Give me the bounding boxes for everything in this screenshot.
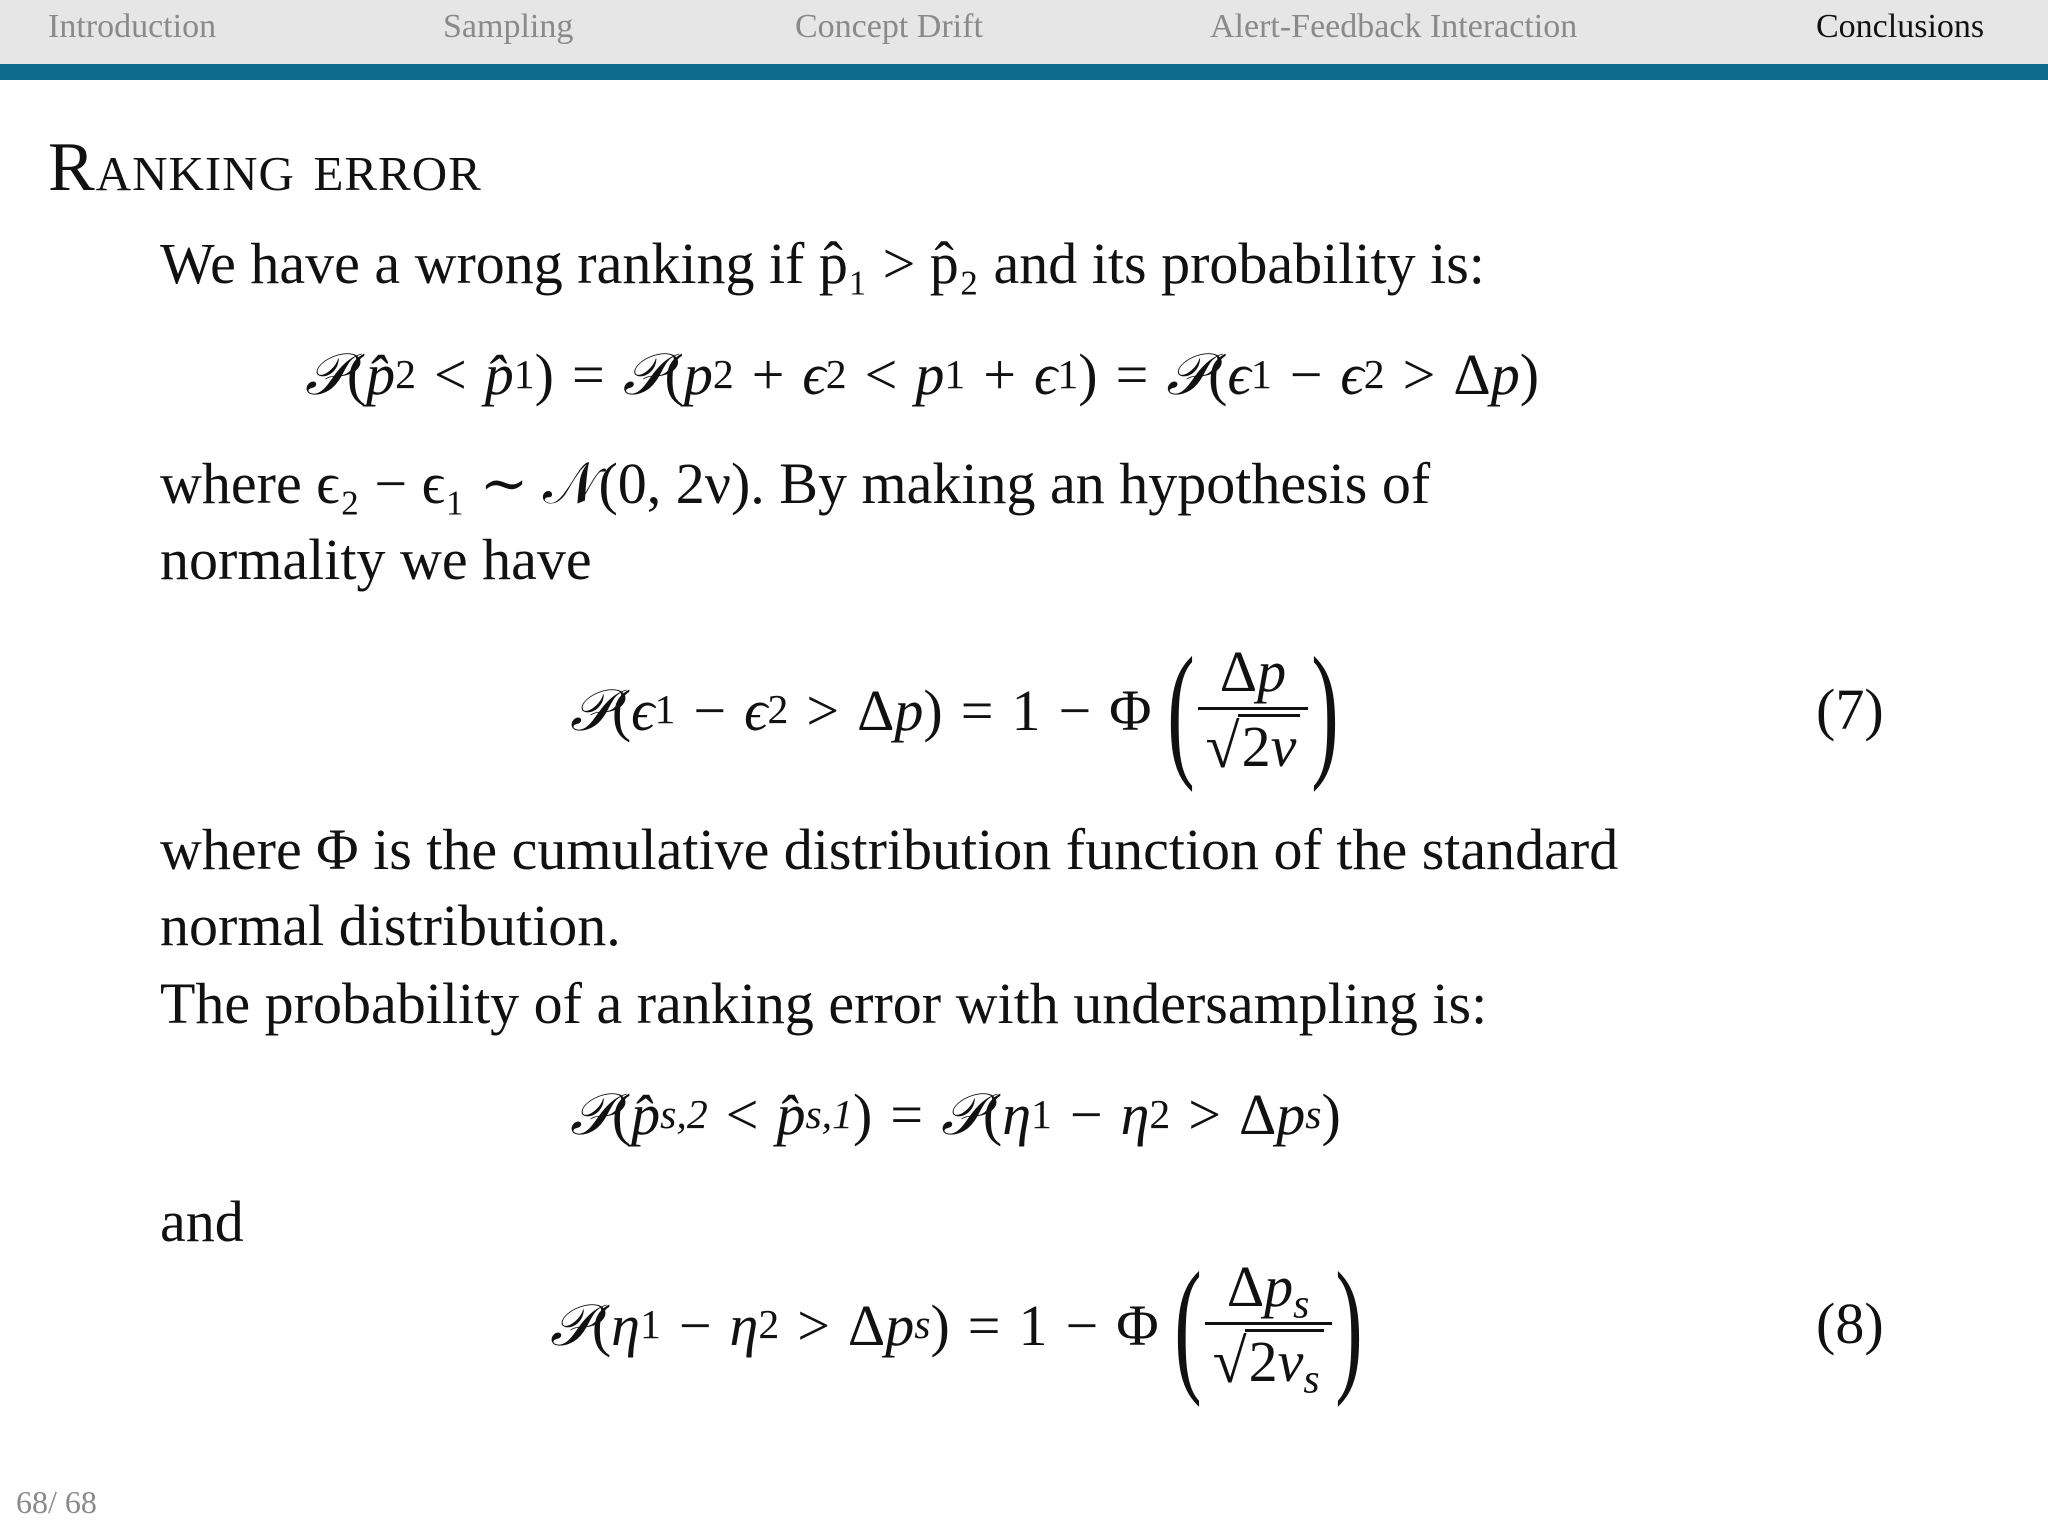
nav-tab-introduction[interactable]: Introduction — [48, 8, 217, 45]
paragraph-undersampling: The probability of a ranking error with undersampling is: — [160, 971, 1488, 1036]
nav-tab-sampling[interactable]: Sampling — [443, 8, 574, 45]
equation-ranking-probability: 𝒫 ( p̂ 2 < p̂ 1 ) = 𝒫 ( p 2 + ϵ 2 < p 1 + ϵ 1 ) = 𝒫 ( ϵ 1 − ϵ 2 > Δ p ) — [305, 340, 1540, 408]
nav-tab-concept-drift[interactable]: Concept Drift — [795, 8, 983, 45]
page-number: 68/ 68 — [16, 1484, 97, 1520]
equation-7: 𝒫 ( ϵ 1 − ϵ 2 > Δ p ) = 1 − Φ ( Δp √ 2ν ) — [570, 627, 1340, 793]
paragraph-wrong-ranking: We have a wrong ranking if p̂₁ > p̂₂ and its probability is: — [160, 231, 1485, 296]
equation-7-number: (7) — [1816, 677, 1884, 742]
paragraph-normality-line2: normality we have — [160, 527, 592, 592]
equation-undersampling-probability: 𝒫 ( p̂ s,2 < p̂ s,1 ) = 𝒫 ( η 1 − η 2 > Δ p s ) — [570, 1080, 1341, 1148]
equation-8-number: (8) — [1816, 1291, 1884, 1356]
equation-8: 𝒫 ( η 1 − η 2 > Δ p s ) = 1 − Φ ( $\Delta p_s$ √ $2\nu_s$ ) — [550, 1242, 1363, 1408]
paragraph-phi-line1: where Φ is the cumulative distribution function of the standard — [160, 817, 1619, 882]
navbar-accent-rule — [0, 64, 2048, 80]
paragraph-normality-line1: where ϵ₂ − ϵ₁ ∼ 𝒩(0, 2ν). By making an hypothesis of — [160, 451, 1431, 516]
nav-tab-alert-feedback-interaction[interactable]: Alert-Feedback Interaction — [1210, 8, 1578, 45]
slide-title: Ranking error — [48, 129, 482, 206]
paragraph-phi-line2: normal distribution. — [160, 893, 621, 958]
nav-tab-conclusions[interactable]: Conclusions — [1816, 8, 1985, 45]
paragraph-and: and — [160, 1189, 244, 1254]
section-navbar — [0, 0, 2048, 64]
